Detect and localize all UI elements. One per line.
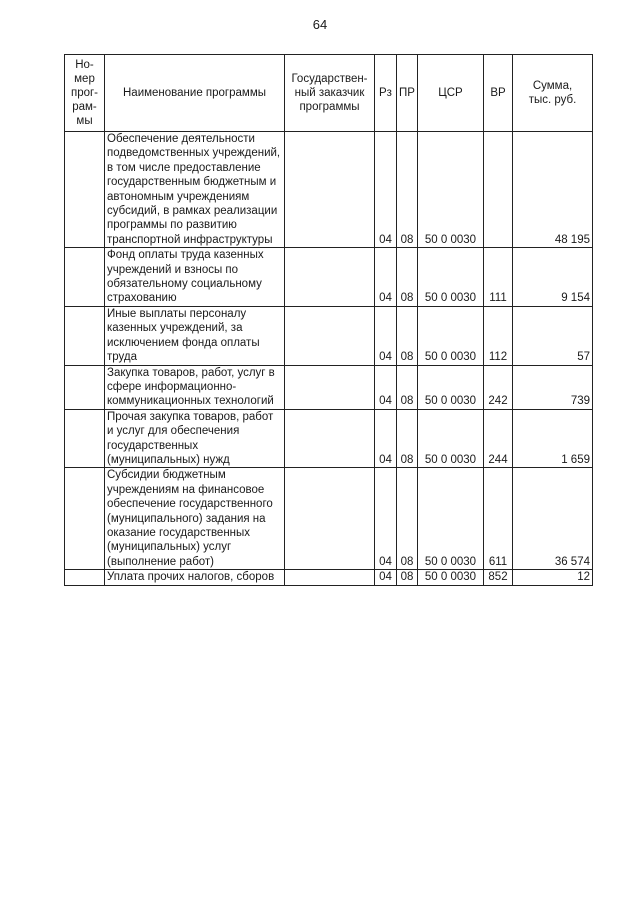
table-row bbox=[65, 468, 593, 570]
cell-csr: 50 0 0030 bbox=[418, 468, 484, 570]
cell-csr: 50 0 0030 bbox=[418, 570, 484, 585]
header-customer: Государствен- ный заказчик программы bbox=[285, 55, 375, 132]
cell-pr: 08 bbox=[397, 306, 418, 365]
header-rz: Рз bbox=[375, 55, 397, 132]
table-header-row bbox=[65, 55, 593, 132]
cell-rz: 04 bbox=[375, 409, 397, 468]
header-vr: ВР bbox=[484, 55, 513, 132]
budget-table bbox=[64, 54, 593, 586]
header-pr: ПР bbox=[397, 55, 418, 132]
cell-pr: 08 bbox=[397, 409, 418, 468]
cell-customer bbox=[285, 409, 375, 468]
cell-program-number bbox=[65, 409, 105, 468]
cell-program-number bbox=[65, 248, 105, 307]
cell-pr: 08 bbox=[397, 132, 418, 248]
cell-rz: 04 bbox=[375, 570, 397, 585]
cell-customer bbox=[285, 468, 375, 570]
cell-sum: 1 659 bbox=[513, 409, 593, 468]
table-row bbox=[65, 248, 593, 307]
table-row bbox=[65, 365, 593, 409]
cell-customer bbox=[285, 132, 375, 248]
cell-program-number bbox=[65, 570, 105, 585]
cell-rz: 04 bbox=[375, 365, 397, 409]
header-program-number: Но- мер прог- рам- мы bbox=[65, 55, 105, 132]
cell-csr: 50 0 0030 bbox=[418, 409, 484, 468]
cell-rz: 04 bbox=[375, 132, 397, 248]
header-csr: ЦСР bbox=[418, 55, 484, 132]
cell-program-name: Иные выплаты персоналу казенных учреждений, за исключением фонда оплаты труда bbox=[105, 306, 285, 365]
cell-pr: 08 bbox=[397, 248, 418, 307]
cell-program-name: Обеспечение деятельности подведомственных учреждений, в том числе предоставление государственным бюджетным и автономным учреждениям субсидий, в рамках реализации программы по развитию транспортной инфраструктуры bbox=[105, 132, 285, 248]
cell-rz: 04 bbox=[375, 248, 397, 307]
cell-csr: 50 0 0030 bbox=[418, 132, 484, 248]
cell-vr: 112 bbox=[484, 306, 513, 365]
page-number: 64 bbox=[312, 17, 328, 32]
cell-vr: 244 bbox=[484, 409, 513, 468]
cell-sum: 9 154 bbox=[513, 248, 593, 307]
cell-vr: 111 bbox=[484, 248, 513, 307]
cell-customer bbox=[285, 248, 375, 307]
cell-program-name: Фонд оплаты труда казенных учреждений и взносы по обязательному социальному страхованию bbox=[105, 248, 285, 307]
cell-csr: 50 0 0030 bbox=[418, 306, 484, 365]
cell-vr: 611 bbox=[484, 468, 513, 570]
table-body bbox=[65, 132, 593, 586]
cell-vr bbox=[484, 132, 513, 248]
cell-rz: 04 bbox=[375, 306, 397, 365]
cell-sum: 36 574 bbox=[513, 468, 593, 570]
table-row bbox=[65, 570, 593, 585]
table-row bbox=[65, 132, 593, 248]
table-row bbox=[65, 306, 593, 365]
cell-rz: 04 bbox=[375, 468, 397, 570]
cell-sum: 48 195 bbox=[513, 132, 593, 248]
cell-customer bbox=[285, 306, 375, 365]
cell-sum: 739 bbox=[513, 365, 593, 409]
cell-program-name: Закупка товаров, работ, услуг в сфере информационно-коммуникационных технологий bbox=[105, 365, 285, 409]
cell-program-name: Субсидии бюджетным учреждениям на финансовое обеспечение государственного (муниципального) задания на оказание государственных (муниципальных) услуг (выполнение работ) bbox=[105, 468, 285, 570]
header-program-name: Наименование программы bbox=[105, 55, 285, 132]
cell-program-name: Прочая закупка товаров, работ и услуг для обеспечения государственных (муниципальных) нужд bbox=[105, 409, 285, 468]
header-sum: Сумма, тыс. руб. bbox=[513, 55, 593, 132]
cell-pr: 08 bbox=[397, 365, 418, 409]
cell-pr: 08 bbox=[397, 468, 418, 570]
cell-vr: 242 bbox=[484, 365, 513, 409]
cell-program-number bbox=[65, 132, 105, 248]
cell-csr: 50 0 0030 bbox=[418, 365, 484, 409]
cell-sum: 12 bbox=[513, 570, 593, 585]
cell-sum: 57 bbox=[513, 306, 593, 365]
table-row bbox=[65, 409, 593, 468]
cell-program-number bbox=[65, 365, 105, 409]
cell-csr: 50 0 0030 bbox=[418, 248, 484, 307]
cell-program-name: Уплата прочих налогов, сборов bbox=[105, 570, 285, 585]
cell-vr: 852 bbox=[484, 570, 513, 585]
cell-program-number bbox=[65, 306, 105, 365]
cell-pr: 08 bbox=[397, 570, 418, 585]
cell-customer bbox=[285, 365, 375, 409]
cell-program-number bbox=[65, 468, 105, 570]
cell-customer bbox=[285, 570, 375, 585]
